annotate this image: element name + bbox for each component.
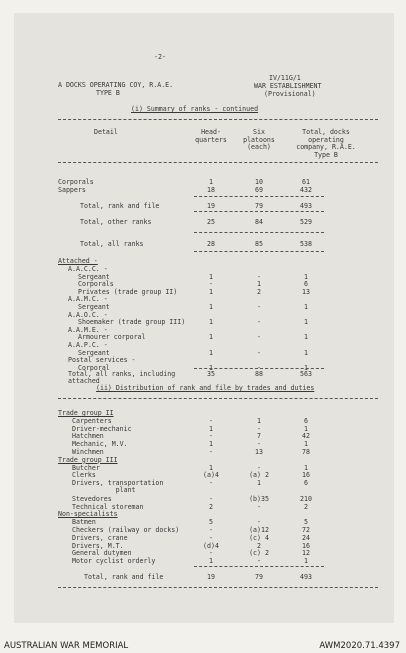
platoons-value: 2 xyxy=(257,541,261,550)
headquarters-value: 19 xyxy=(207,202,215,210)
headquarters-value: 28 xyxy=(207,240,215,248)
attached-row-label: Sergeant xyxy=(78,272,110,281)
archive-footer xyxy=(0,638,406,653)
total-value: 1 xyxy=(304,303,308,311)
total-value: 1 xyxy=(304,318,308,327)
platoons-value: 69 xyxy=(255,186,263,194)
section-2-title: (ii) Distribution of rank and file by trades and duties xyxy=(96,384,315,392)
total-value: 1 xyxy=(304,333,308,342)
header-platoons: Six platoons (each) xyxy=(243,128,275,151)
headquarters-value: 1 xyxy=(209,440,213,449)
platoons-value: - xyxy=(257,557,261,566)
footer-accession-number: AWM2020.71.4397 xyxy=(319,641,400,651)
headquarters-value: 1 xyxy=(209,287,213,296)
divider xyxy=(194,232,324,233)
trade-group-heading: Non-specialists xyxy=(58,510,118,519)
summary-row-label: Sappers xyxy=(58,186,86,194)
trade-row-label: Driver-mechanic xyxy=(72,424,132,433)
platoons-value: 84 xyxy=(255,218,263,226)
footer-institution: AUSTRALIAN WAR MEMORIAL xyxy=(4,641,129,651)
headquarters-value: - xyxy=(209,479,213,488)
trade-row-label: Checkers (railway or docks) xyxy=(72,526,180,534)
total-including-attached-label: Total, all ranks, including attached xyxy=(68,370,176,385)
summary-row-label: Total, other ranks xyxy=(80,218,152,226)
total-value: 6 xyxy=(304,416,308,425)
total-value: 1 xyxy=(304,363,308,372)
trade-row-label: Drivers, M.T. xyxy=(72,541,124,550)
total-including-attached-platoons: 88 xyxy=(255,370,263,378)
platoons-value: - xyxy=(257,363,261,372)
attached-heading: Attached - xyxy=(58,257,98,265)
document-page xyxy=(14,13,394,623)
platoons-value: 7 xyxy=(257,432,261,441)
total-value: 1 xyxy=(304,272,308,281)
divider xyxy=(58,587,378,588)
unit-title: A DOCKS OPERATING COY, R.A.E. xyxy=(58,81,174,89)
corps-heading: Postal services - xyxy=(68,356,136,365)
total-value: 538 xyxy=(300,240,312,248)
headquarters-value: - xyxy=(209,549,213,558)
corps-heading: A.A.O.C. - xyxy=(68,310,108,319)
total-value: 16 xyxy=(302,471,310,480)
total-value: 24 xyxy=(302,533,310,542)
total-including-attached-hq: 35 xyxy=(207,370,215,378)
total-value: 6 xyxy=(304,479,308,488)
headquarters-value: 25 xyxy=(207,218,215,226)
total-value: 5 xyxy=(304,518,308,527)
divider xyxy=(58,162,378,163)
total-value: 16 xyxy=(302,541,310,550)
trade-total-hq: 19 xyxy=(207,573,215,581)
headquarters-value: 1 xyxy=(209,178,213,186)
total-value: 42 xyxy=(302,432,310,441)
total-value: 1 xyxy=(304,463,308,472)
headquarters-value: - xyxy=(209,494,213,503)
provisional-label: (Provisional) xyxy=(264,90,316,98)
divider xyxy=(194,211,324,212)
headquarters-value: 1 xyxy=(209,463,213,472)
attached-row-label: Shoemaker (trade group III) xyxy=(78,318,186,327)
platoons-value: 10 xyxy=(255,178,263,186)
headquarters-value: - xyxy=(209,280,213,289)
platoons-value: 1 xyxy=(257,280,261,289)
platoons-value: 13 xyxy=(255,448,263,456)
platoons-value: - xyxy=(257,318,261,327)
corps-heading: A.A.M.C. - xyxy=(68,295,108,304)
headquarters-value: 1 xyxy=(209,318,213,327)
headquarters-value: - xyxy=(209,533,213,542)
headquarters-value: - xyxy=(209,526,213,534)
headquarters-value: 1 xyxy=(209,424,213,433)
platoons-value: (c) 2 xyxy=(249,549,269,558)
trade-total-label: Total, rank and file xyxy=(84,573,164,581)
headquarters-value: (d)4 xyxy=(203,541,219,550)
trade-row-label: Drivers, crane xyxy=(72,533,128,542)
attached-row-label: Sergeant xyxy=(78,348,110,357)
total-value: 1 xyxy=(304,424,308,433)
platoons-value: - xyxy=(257,440,261,449)
reference-number: IV/11G/1 xyxy=(269,74,301,82)
trade-row-label: Stevedores xyxy=(72,494,112,503)
platoons-value: 1 xyxy=(257,416,261,425)
platoons-value: - xyxy=(257,424,261,433)
headquarters-value: 1 xyxy=(209,363,213,372)
divider xyxy=(58,398,378,399)
platoons-value: 85 xyxy=(255,240,263,248)
trade-group-heading: Trade group II xyxy=(58,409,114,417)
header-headquarters: Head- quarters xyxy=(195,128,227,144)
trade-row-label: General dutymen xyxy=(72,549,132,558)
headquarters-value: 1 xyxy=(209,348,213,357)
platoons-value: (a) 2 xyxy=(249,471,269,480)
header-detail: Detail xyxy=(94,128,118,136)
platoons-value: - xyxy=(257,272,261,281)
platoons-value: 1 xyxy=(257,479,261,488)
trade-row-label: Motor cyclist orderly xyxy=(72,557,156,566)
platoons-value: (b)35 xyxy=(249,494,269,503)
unit-type: TYPE B xyxy=(96,89,120,97)
headquarters-value: - xyxy=(209,448,213,456)
platoons-value: 79 xyxy=(255,202,263,210)
headquarters-value: 5 xyxy=(209,518,213,527)
divider xyxy=(194,368,324,369)
corps-heading: A.A.P.C. - xyxy=(68,341,108,349)
total-value: 210 xyxy=(300,494,312,503)
headquarters-value: 1 xyxy=(209,557,213,566)
headquarters-value: 1 xyxy=(209,303,213,311)
headquarters-value: 18 xyxy=(207,186,215,194)
trade-row-label: Carpenters xyxy=(72,416,112,425)
total-value: 1 xyxy=(304,440,308,449)
headquarters-value: 1 xyxy=(209,272,213,281)
total-value: 432 xyxy=(300,186,312,194)
headquarters-value: - xyxy=(209,432,213,441)
total-value: 493 xyxy=(300,202,312,210)
trade-group-heading: Trade group III xyxy=(58,455,118,464)
platoons-value: (a)12 xyxy=(249,526,269,534)
trade-row-label: Winchmen xyxy=(72,448,104,456)
platoons-value: - xyxy=(257,348,261,357)
divider xyxy=(58,119,378,120)
summary-row-label: Total, rank and file xyxy=(80,202,160,210)
trade-row-label: Drivers, transportation plant xyxy=(72,479,164,495)
attached-row-label: Corporals xyxy=(78,280,114,289)
total-value: 1 xyxy=(304,348,308,357)
headquarters-value: (a)4 xyxy=(203,471,219,480)
trade-row-label: Hatchmen xyxy=(72,432,104,441)
total-including-attached-total: 563 xyxy=(300,370,312,378)
platoons-value: - xyxy=(257,463,261,472)
attached-row-label: Sergeant xyxy=(78,303,110,311)
platoons-value: - xyxy=(257,502,261,511)
total-value: 78 xyxy=(302,448,310,456)
summary-row-label: Corporals xyxy=(58,178,94,186)
total-value: 1 xyxy=(304,557,308,566)
trade-row-label: Batmen xyxy=(72,518,96,527)
corps-heading: A.A.M.E. - xyxy=(68,325,108,334)
trade-row-label: Mechanic, M.V. xyxy=(72,440,128,449)
total-value: 6 xyxy=(304,280,308,289)
platoons-value: 2 xyxy=(257,287,261,296)
platoons-value: - xyxy=(257,518,261,527)
corps-heading: A.A.C.C. - xyxy=(68,265,108,273)
trade-row-label: Butcher xyxy=(72,463,100,472)
headquarters-value: 1 xyxy=(209,333,213,342)
total-value: 12 xyxy=(302,549,310,558)
total-value: 61 xyxy=(302,178,310,186)
platoons-value: - xyxy=(257,303,261,311)
summary-row-label: Total, all ranks xyxy=(80,240,144,248)
total-value: 529 xyxy=(300,218,312,226)
trade-total-total: 493 xyxy=(300,573,312,581)
total-value: 13 xyxy=(302,287,310,296)
attached-row-label: Armourer corporal xyxy=(78,333,146,342)
establishment-label: WAR ESTABLISHMENT xyxy=(254,82,322,90)
headquarters-value: 2 xyxy=(209,502,213,511)
total-value: 72 xyxy=(302,526,310,534)
divider xyxy=(194,566,324,567)
trade-row-label: Technical storeman xyxy=(72,502,144,511)
attached-row-label: Privates (trade group II) xyxy=(78,287,178,296)
platoons-value: (c) 4 xyxy=(249,533,269,542)
platoons-value: - xyxy=(257,333,261,342)
headquarters-value: - xyxy=(209,416,213,425)
trade-total-platoons: 79 xyxy=(255,573,263,581)
page-number: -2- xyxy=(154,53,166,61)
divider xyxy=(194,251,324,252)
total-value: 2 xyxy=(304,502,308,511)
trade-row-label: Clerks xyxy=(72,471,96,480)
divider xyxy=(194,196,324,197)
section-1-title: (i) Summary of ranks - continued xyxy=(131,105,259,113)
attached-row-label: Corporal xyxy=(78,363,110,372)
header-total: Total, docks operating company, R.A.E. Type B xyxy=(296,128,356,159)
